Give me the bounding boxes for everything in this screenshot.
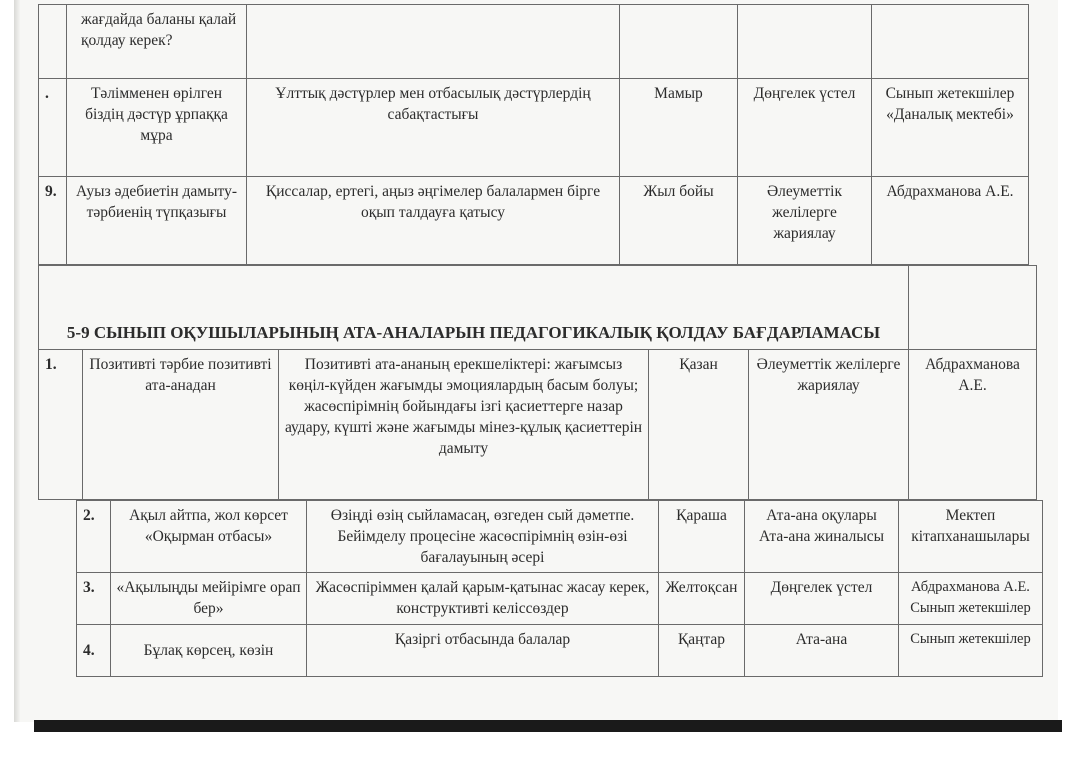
event-name: Ақыл айтпа, жол көрсет «Оқырман отбасы» (111, 501, 307, 573)
table-row (77, 501, 1043, 573)
event-date: Қараша (659, 501, 745, 573)
program-table (38, 265, 1037, 500)
row-number: 1. (39, 350, 83, 500)
program-table-continued (76, 500, 1043, 677)
event-responsible: Сынып жетекшілер (899, 625, 1043, 677)
event-content: Өзіңді өзің сыйламасаң, өзгеден сый дәметпе. Бейімделу процесіне жасөспірімнің өзін-өзі бағалауының әсері (307, 501, 659, 573)
event-content (247, 5, 620, 79)
table-row (39, 5, 1029, 79)
event-date: Желтоқсан (659, 573, 745, 625)
row-number: . (39, 79, 67, 177)
event-responsible (872, 5, 1029, 79)
table-row (77, 573, 1043, 625)
event-date (620, 5, 738, 79)
event-form (738, 5, 872, 79)
event-form: Ата-ана (745, 625, 899, 677)
event-name: Тәлімменен өрілген біздің дәстүр ұрпаққа мұра (67, 79, 247, 177)
event-name: жағдайда баланы қалай қолдау керек? (67, 5, 247, 79)
section-heading: 5-9 СЫНЫП ОҚУШЫЛАРЫНЫҢ АТА-АНАЛАРЫН ПЕДАГОГИКАЛЫҚ ҚОЛДАУ БАҒДАРЛАМАСЫ (39, 266, 909, 350)
event-form: Дөңгелек үстел (738, 79, 872, 177)
table-row (77, 625, 1043, 677)
event-name: Ауыз әдебиетін дамыту-тәрбиенің түпқазығы (67, 177, 247, 265)
event-date: Қазан (649, 350, 749, 500)
event-date: Жыл бойы (620, 177, 738, 265)
table-row (39, 350, 1037, 500)
event-form: Әлеуметтік желілерге жариялау (738, 177, 872, 265)
event-responsible: Мектеп кітапханашылары (899, 501, 1043, 573)
section-heading-row (39, 266, 1037, 350)
table-row (39, 177, 1029, 265)
event-content: Қазіргі отбасында балалар (307, 625, 659, 677)
row-number: 2. (77, 501, 111, 573)
row-number: 3. (77, 573, 111, 625)
row-number (39, 5, 67, 79)
event-content: Ұлттық дәстүрлер мен отбасылық дәстүрлердің сабақтастығы (247, 79, 620, 177)
plan-table-top (38, 4, 1029, 265)
row-number: 9. (39, 177, 67, 265)
event-date: Мамыр (620, 79, 738, 177)
page-bottom-edge (34, 720, 1062, 732)
empty-cell (909, 266, 1037, 350)
page-shadow (14, 0, 20, 722)
event-responsible: Сынып жетекшілер «Даналық мектебі» (872, 79, 1029, 177)
event-name: «Ақылыңды мейірімге орап бер» (111, 573, 307, 625)
event-content: Позитивті ата-ананың ерекшеліктері: жағымсыз көңіл-күйден жағымды эмоциялардың басым болуы; жасөспірімнің бойындағы ізгі қасиеттерге назар аудару, күшті және жағымды мінез-құлық қасиеттерін дамыту (279, 350, 649, 500)
table-row (39, 79, 1029, 177)
event-form: Әлеуметтік желілерге жариялау (749, 350, 909, 500)
event-content: Жасөспіріммен қалай қарым-қатынас жасау керек, конструктивті келіссөздер (307, 573, 659, 625)
event-content: Қиссалар, ертегі, аңыз әңгімелер балалармен бірге оқып талдауға қатысу (247, 177, 620, 265)
event-responsible: Абдрахманова А.Е. (909, 350, 1037, 500)
event-date: Қаңтар (659, 625, 745, 677)
event-name: Бұлақ көрсең, көзін (111, 625, 307, 677)
event-name: Позитивті тәрбие позитивті ата-анадан (83, 350, 279, 500)
row-number: 4. (77, 625, 111, 677)
event-responsible: Абдрахманова А.Е. Сынып жетекшілер (899, 573, 1043, 625)
event-form: Ата-ана оқулары Ата-ана жиналысы (745, 501, 899, 573)
event-form: Дөңгелек үстел (745, 573, 899, 625)
event-responsible: Абдрахманова А.Е. (872, 177, 1029, 265)
